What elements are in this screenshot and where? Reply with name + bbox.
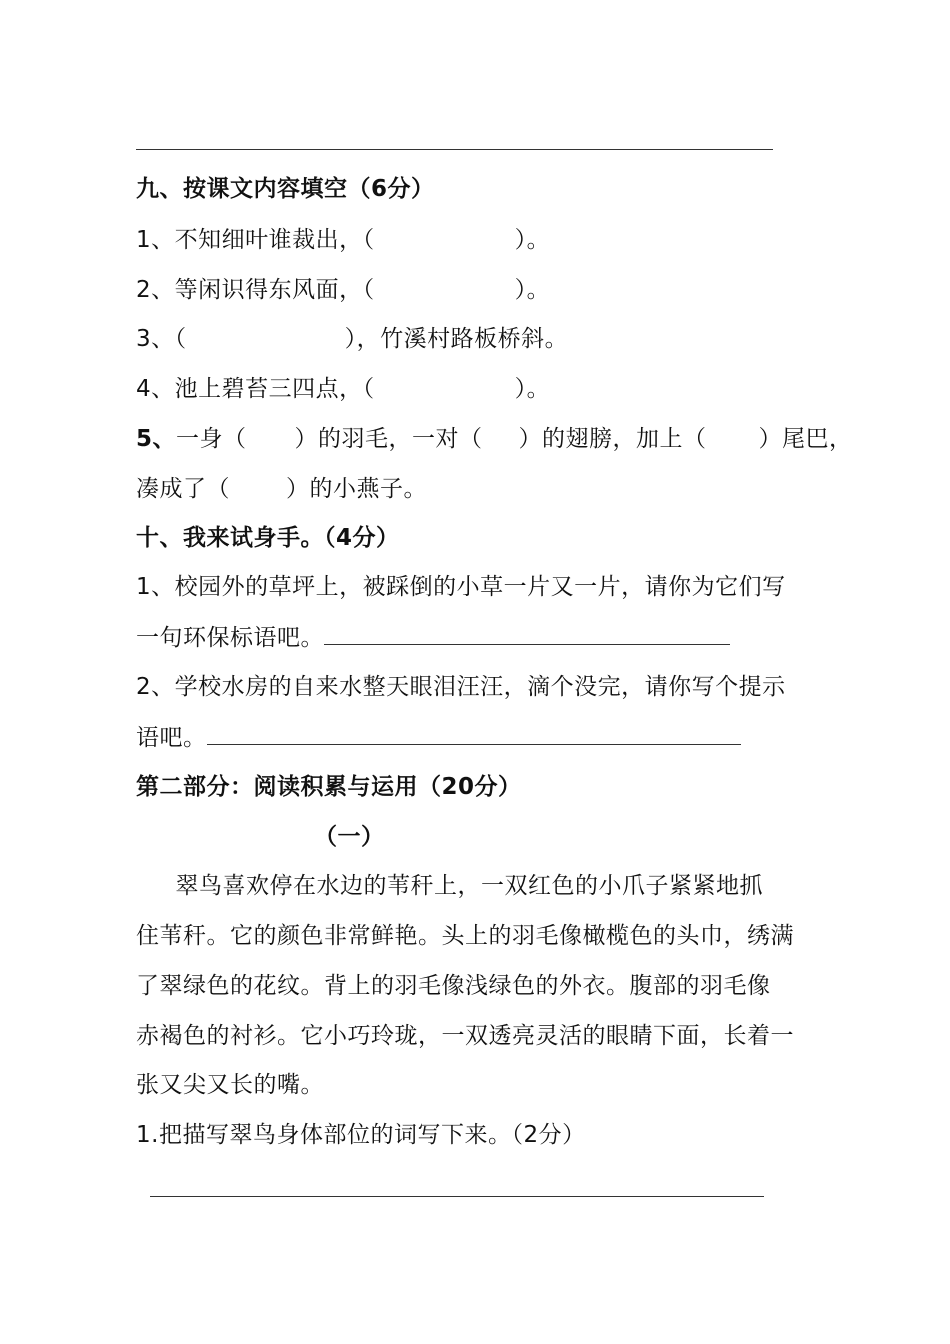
- item-close: ）。: [514, 277, 551, 303]
- item-text: ）的羽毛，一对（: [294, 426, 483, 452]
- section-10-title: 十、我来试身手。（4分）: [136, 525, 400, 551]
- passage-line-5: 张又尖又长的嘴。: [136, 1072, 324, 1098]
- item-text: 不知细叶谁裁出，（: [174, 227, 375, 253]
- fill-item-5: [136, 424, 853, 454]
- item-text: ）的翅膀，加上（: [518, 426, 707, 452]
- passage-line-4: 赤褐色的衬衫。它小巧玲珑，一双透亮灵活的眼睛下面，长着一: [136, 1023, 794, 1049]
- passage-heading: （一）: [314, 824, 385, 850]
- answer-underline[interactable]: [324, 622, 730, 645]
- fill-item-5-cont: [136, 474, 427, 504]
- fill-item-2: [136, 275, 550, 305]
- item-number: 2、: [136, 277, 175, 303]
- answer-underline[interactable]: [207, 722, 741, 745]
- item-text: 等闲识得东风面，（: [174, 277, 375, 303]
- section-10-q2-line2: [136, 722, 741, 753]
- item-close: ）。: [514, 376, 551, 402]
- answer-line-top: [136, 149, 773, 150]
- item-text: 一身（: [176, 426, 247, 452]
- passage-line-2: 住苇秆。它的颜色非常鲜艳。头上的羽毛像橄榄色的头巾，绣满: [136, 923, 794, 949]
- part-2-title: 第二部分：阅读积累与运用（20分）: [136, 774, 522, 800]
- item-text: （: [174, 326, 187, 352]
- item-close: ），竹溪村路板桥斜。: [344, 326, 569, 352]
- item-text: 池上碧苔三四点，（: [174, 376, 375, 402]
- fill-item-4: [136, 374, 550, 404]
- section-10-q1-line2: [136, 622, 730, 653]
- item-text: 凑成了（: [136, 476, 230, 502]
- item-text: ）尾巴，: [758, 426, 853, 452]
- section-10-q2-line1: 2、学校水房的自来水整天眼泪汪汪，滴个没完，请你写个提示: [136, 674, 786, 700]
- fill-item-1: [136, 225, 550, 255]
- question-text: 语吧。: [136, 725, 207, 751]
- item-number: 4、: [136, 376, 175, 402]
- section-10-q1-line1: 1、校园外的草坪上，被踩倒的小草一片又一片，请你为它们写: [136, 574, 786, 600]
- item-number: 5、: [136, 426, 177, 452]
- answer-line-bottom[interactable]: [150, 1196, 764, 1197]
- item-number: 1、: [136, 227, 175, 253]
- item-text: ）的小燕子。: [286, 476, 427, 502]
- section-9-title: 九、按课文内容填空（6分）: [136, 176, 435, 202]
- question-text: 一句环保标语吧。: [136, 625, 324, 651]
- reading-question-1: 1.把描写翠鸟身体部位的词写下来。（2分）: [136, 1122, 586, 1148]
- fill-item-3: [136, 324, 568, 354]
- item-number: 3、: [136, 326, 175, 352]
- passage-line-1: 翠鸟喜欢停在水边的苇秆上，一双红色的小爪子紧紧地抓: [152, 873, 763, 899]
- passage-line-3: 了翠绿色的花纹。背上的羽毛像浅绿色的外衣。腹部的羽毛像: [136, 973, 771, 999]
- item-close: ）。: [514, 227, 551, 253]
